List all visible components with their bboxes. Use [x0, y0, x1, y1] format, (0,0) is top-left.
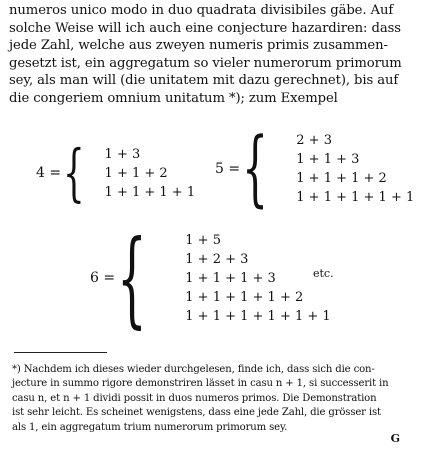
footnote-line-3: casu n, et n + 1 dividi possit in duos numeros primos. Die Demonstration — [12, 392, 377, 404]
body-line-3: jede Zahl, welche aus zweyen numeris primis zusammen- — [9, 38, 388, 54]
body-paragraph — [9, 2, 417, 108]
example-four-rows — [105, 145, 196, 202]
example-six-lhs: 6 = — [90, 270, 116, 286]
example-six-row: 1 + 2 + 3 — [185, 251, 249, 267]
body-line-5: sey, als man will (die unitatem mit dazu gerechnet), bis auf — [9, 73, 399, 89]
example-five — [215, 121, 415, 216]
footnote-line-2: jecture in summo rigore demonstriren lässet in casu n + 1, si successerit in — [12, 378, 389, 390]
example-six — [90, 217, 331, 339]
example-five-row: 1 + 1 + 1 + 1 + 1 — [296, 190, 415, 205]
example-four-row: 1 + 1 + 2 — [104, 165, 168, 181]
body-line-6: die congeriem omnium unitatum *); zum Exempel — [9, 90, 338, 106]
example-six-row: 1 + 1 + 1 + 1 + 1 + 1 — [185, 308, 331, 324]
footnote-rule — [14, 352, 107, 353]
footnote — [12, 363, 415, 435]
body-line-4: gesetzt ist, ein aggregatum so vieler numerorum primorum — [9, 55, 402, 71]
signature-mark: G — [390, 432, 400, 445]
footnote-line-1: *) Nachdem ich dieses wieder durchgelesen, finde ich, dass sich die con- — [12, 364, 375, 375]
example-five-row: 2 + 3 — [296, 133, 332, 148]
example-six-row: 1 + 1 + 1 + 1 + 2 — [185, 289, 304, 305]
example-five-lhs: 5 = — [215, 161, 241, 177]
footnote-line-5: als 1, ein aggregatum trium numerorum primorum sey. — [12, 421, 288, 433]
brace-icon: { — [63, 136, 85, 209]
example-five-row: 1 + 1 + 1 + 2 — [296, 171, 387, 186]
body-line-2: solche Weise will ich auch eine conjecture hazardiren: dass — [9, 20, 401, 36]
example-five-row: 1 + 1 + 3 — [296, 152, 360, 167]
example-four-row: 1 + 3 — [104, 146, 141, 162]
etc-label: etc. — [313, 267, 334, 280]
footnote-line-4: ist sehr leicht. Es scheinet wenigstens, dass eine jede Zahl, die grösser ist — [12, 407, 381, 419]
body-line-1: numeros unico modo in duo quadrata divisibiles gäbe. Auf — [9, 3, 394, 18]
brace-icon: { — [117, 217, 147, 339]
example-six-row: 1 + 1 + 1 + 3 — [185, 270, 276, 286]
example-five-rows — [296, 131, 414, 207]
example-six-rows — [185, 231, 330, 326]
brace-icon: { — [242, 121, 269, 216]
example-six-row: 1 + 5 — [185, 232, 221, 248]
example-four — [36, 136, 196, 209]
example-four-row: 1 + 1 + 1 + 1 — [104, 184, 196, 200]
example-four-lhs: 4 = — [36, 165, 62, 181]
